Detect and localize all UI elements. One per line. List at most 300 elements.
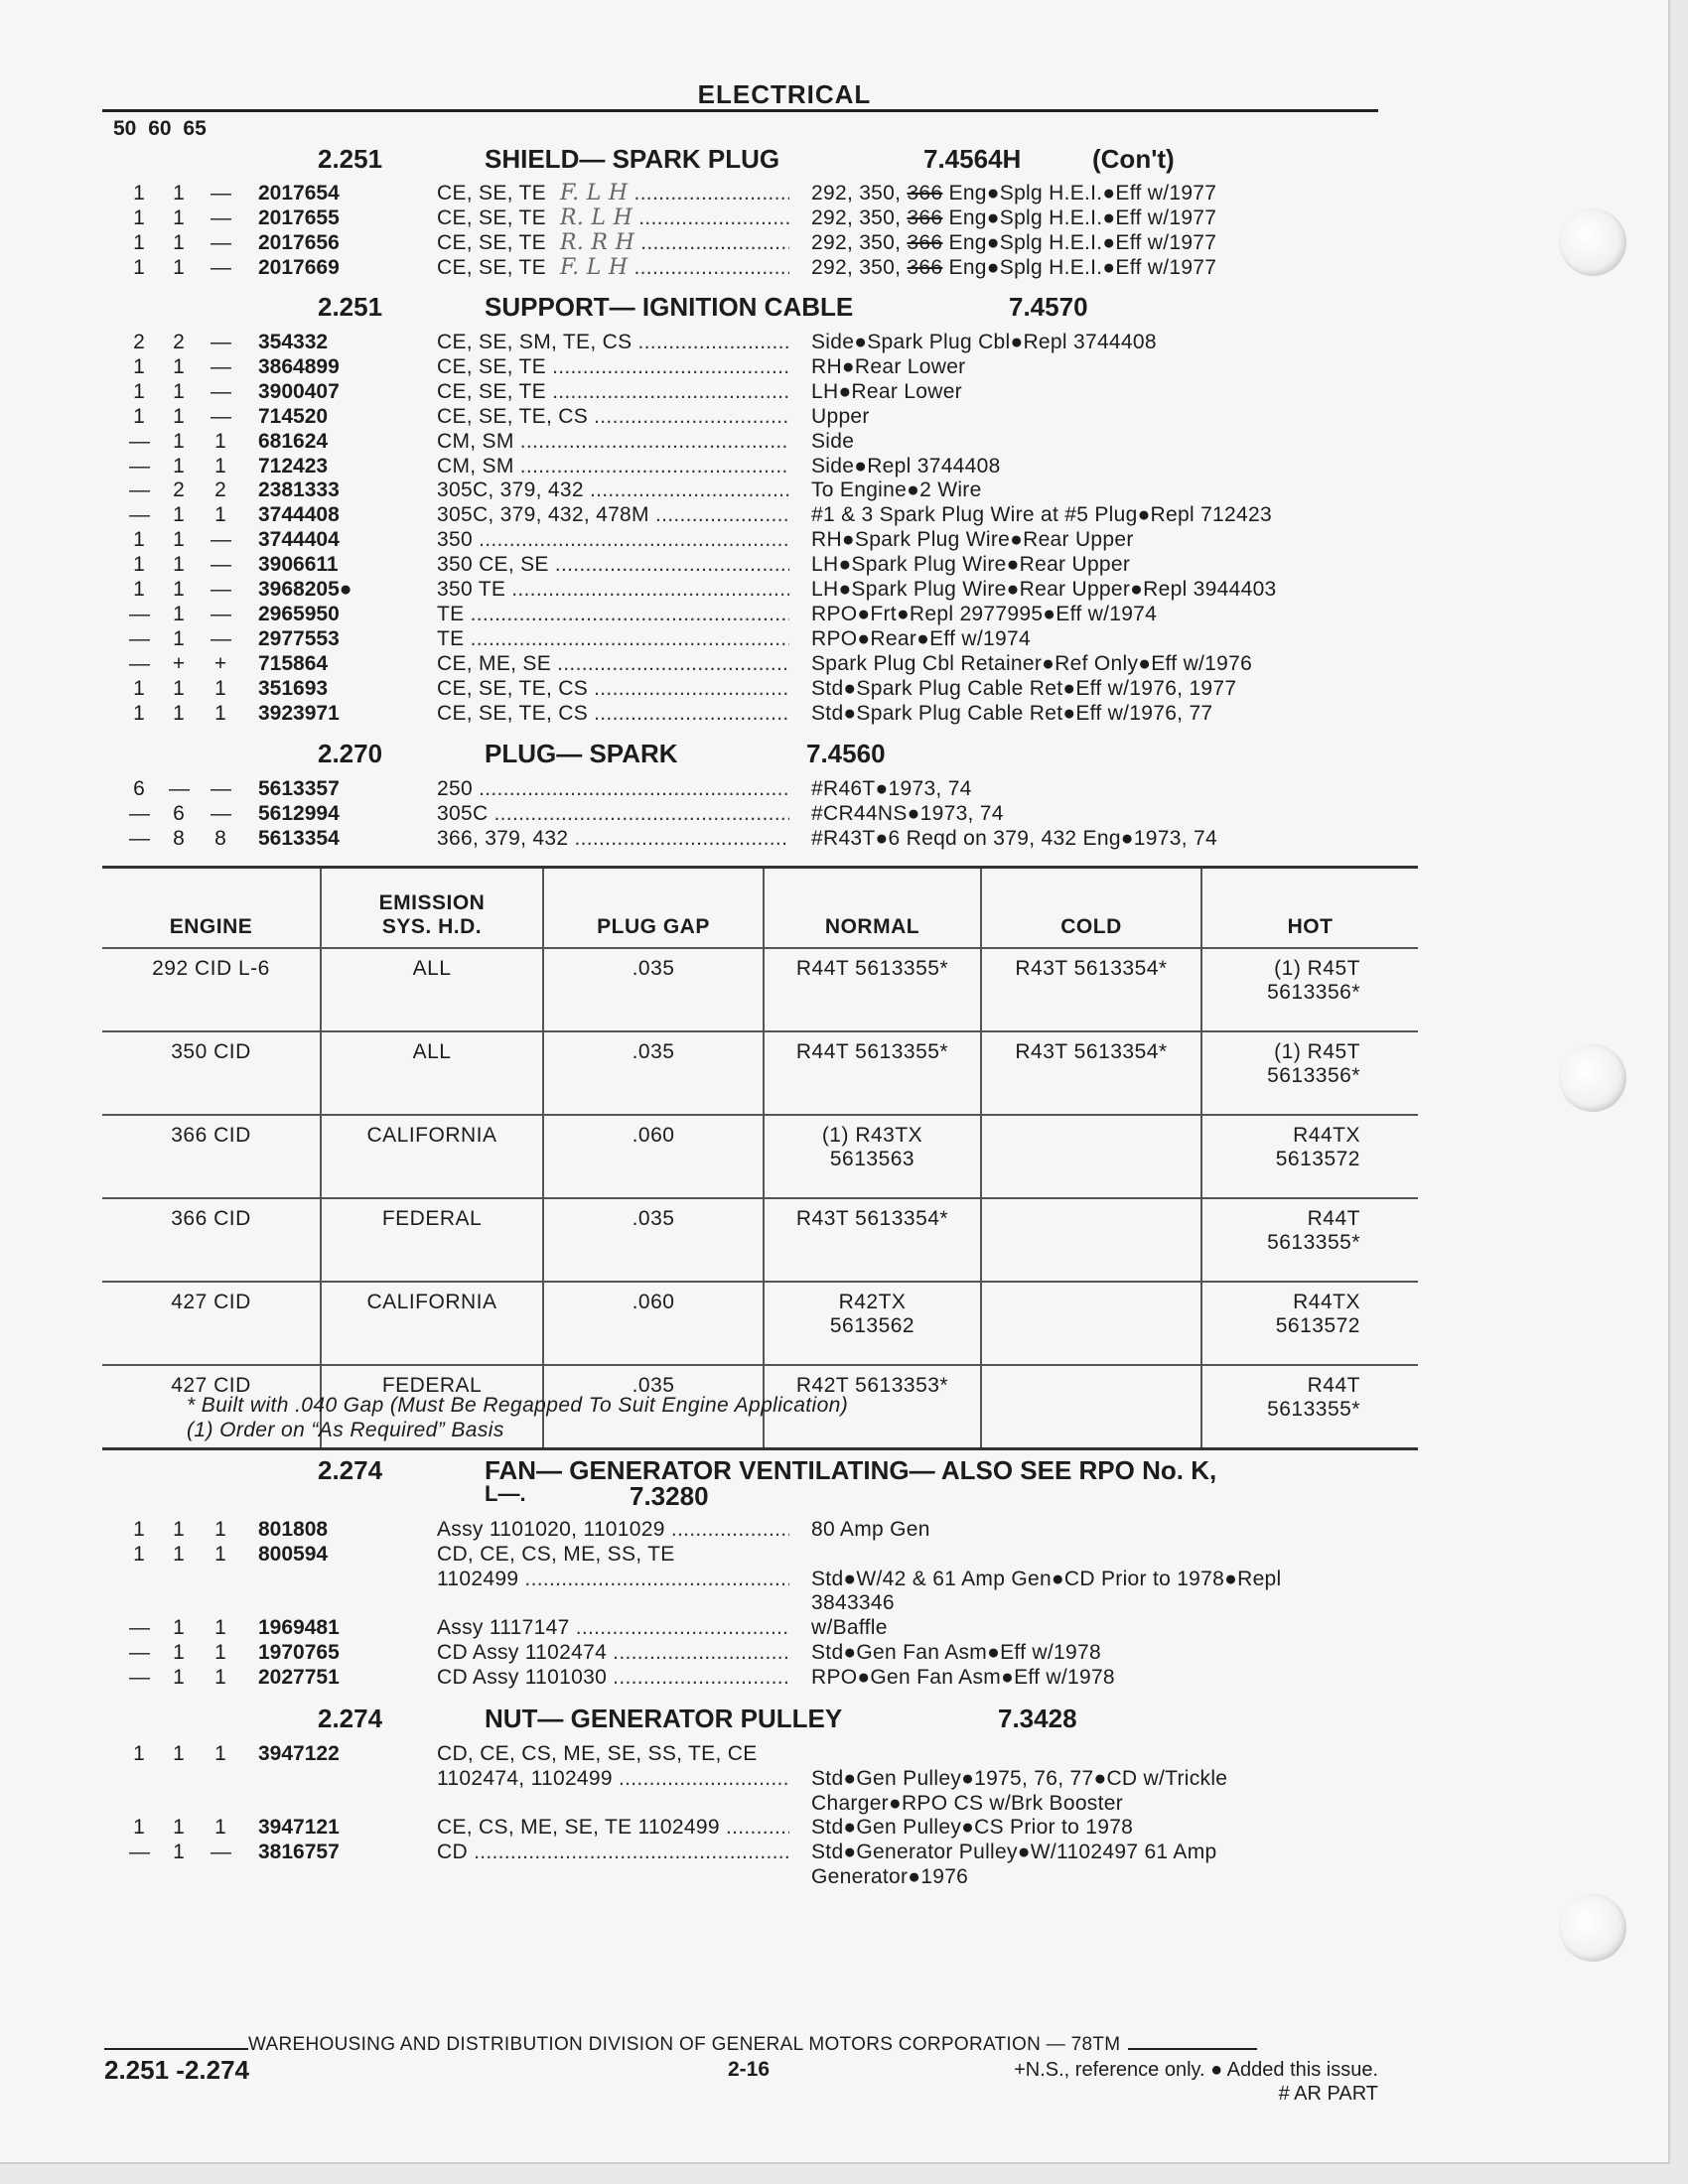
table-row — [102, 1031, 1418, 1115]
cell-normal-line1: (1) R43TX — [821, 1124, 923, 1147]
footer-page-number: 2-16 — [728, 2058, 771, 2081]
cell-plug-gap: .035 — [543, 1031, 764, 1115]
part-number: 3906611 — [258, 553, 339, 577]
qty-60: 1 — [173, 379, 185, 403]
parts-row — [0, 1517, 1668, 1542]
qty-50: 1 — [133, 256, 145, 279]
qty-50: 1 — [133, 676, 145, 700]
description: 3843346 — [811, 1591, 895, 1615]
cell-hot-line2: 5613572 — [1275, 1148, 1360, 1170]
parts-row — [0, 577, 1668, 602]
section-code: 7.4570 — [1009, 292, 1088, 322]
model-text: CD, CE, CS, ME, SE, SS, TE, CE — [437, 1742, 758, 1765]
cell-hot-line1: R44T — [1307, 1374, 1360, 1397]
model-application — [437, 1615, 789, 1640]
header-rule — [102, 109, 1378, 112]
part-number: 2381333 — [258, 478, 340, 502]
qty-60: 1 — [173, 256, 185, 279]
qty-50: — — [129, 454, 150, 478]
qty-60: 1 — [173, 1641, 185, 1664]
qty-60: 1 — [173, 626, 185, 650]
description: RPO●Rear●Eff w/1974 — [811, 626, 1031, 650]
parts-row — [0, 502, 1668, 527]
description: RPO●Frt●Repl 2977995●Eff w/1974 — [811, 602, 1158, 625]
description: Upper — [811, 404, 870, 428]
footer-division — [104, 2032, 1257, 2056]
model-application — [437, 478, 789, 502]
section-number: 2.251 — [318, 292, 383, 322]
part-number: 3744404 — [258, 528, 340, 552]
qty-65: 1 — [214, 1641, 226, 1664]
qty-60: 1 — [173, 1742, 185, 1765]
qty-50: — — [129, 802, 150, 825]
model-application — [437, 230, 789, 255]
parts-row — [0, 1640, 1668, 1665]
part-number: 3947121 — [258, 1816, 340, 1840]
parts-row — [0, 255, 1668, 280]
parts-row — [0, 626, 1668, 651]
qty-50: 1 — [133, 1518, 145, 1541]
parts-row — [0, 1840, 1668, 1864]
model-text: CE, SE, TE, CS — [437, 404, 589, 428]
table-row — [102, 1282, 1418, 1365]
model-application — [437, 429, 789, 454]
qty-60: 1 — [173, 701, 185, 725]
qty-50: 1 — [133, 231, 145, 254]
parts-row — [0, 404, 1668, 429]
qty-65: — — [211, 626, 231, 650]
struck-engine: 366 — [907, 206, 943, 229]
table-row — [102, 1115, 1418, 1198]
parts-row — [0, 1567, 1668, 1591]
model-text: CD Assy 1101030 — [437, 1665, 608, 1689]
cell-emission: CALIFORNIA — [321, 1282, 543, 1365]
col-emission-line2: SYS. H.D. — [381, 915, 483, 938]
parts-row — [0, 379, 1668, 404]
qty-65: 1 — [214, 1616, 226, 1640]
parts-row — [0, 205, 1668, 230]
section-name: SHIELD— SPARK PLUG — [485, 144, 780, 174]
parts-row — [0, 1791, 1668, 1816]
description-text: Eng●Splg H.E.I.●Eff w/1977 — [942, 206, 1217, 229]
qty-60: 1 — [173, 182, 185, 205]
qty-50: — — [129, 602, 150, 625]
model-text: CE, SE, TE — [437, 256, 546, 279]
part-number: 2017655 — [258, 206, 340, 229]
description — [811, 230, 1216, 255]
qty-60: 1 — [173, 676, 185, 700]
description-text: Eng●Splg H.E.I.●Eff w/1977 — [942, 231, 1217, 254]
col-emission-line1: EMISSION — [378, 891, 486, 914]
qty-60: 1 — [173, 404, 185, 428]
model-text: CE, SE, TE — [437, 231, 546, 254]
col-emission — [321, 868, 543, 949]
description: To Engine●2 Wire — [811, 478, 982, 502]
parts-row — [0, 330, 1668, 354]
cell-engine: 350 CID — [102, 1031, 321, 1115]
qty-50: 1 — [133, 354, 145, 378]
model-text: CM, SM — [437, 429, 514, 453]
model-application — [437, 776, 789, 801]
cell-plug-gap: .035 — [543, 948, 764, 1031]
description: RH●Rear Lower — [811, 354, 966, 378]
cell-normal — [764, 1282, 981, 1365]
qty-65: 1 — [214, 454, 226, 478]
cell-cold: R43T 5613354* — [981, 1031, 1201, 1115]
part-number: 5613357 — [258, 777, 340, 800]
model-application — [437, 1815, 789, 1840]
parts-row — [0, 776, 1668, 801]
qty-50: — — [129, 626, 150, 650]
model-application — [437, 404, 789, 429]
handwritten-note: F. L H — [559, 255, 629, 280]
model-application — [437, 354, 789, 379]
cell-hot — [1201, 1198, 1418, 1282]
description: RH●Spark Plug Wire●Rear Upper — [811, 528, 1134, 552]
description: Std●Spark Plug Cable Ret●Eff w/1976, 77 — [811, 701, 1213, 725]
qty-50: 1 — [133, 1542, 145, 1566]
parts-row — [0, 1741, 1668, 1766]
qty-60: 1 — [173, 1616, 185, 1640]
model-application — [437, 1517, 789, 1542]
struck-engine: 366 — [907, 182, 943, 205]
parts-row — [0, 1815, 1668, 1840]
part-number: 800594 — [258, 1542, 329, 1566]
cell-hot-line1: R44TX — [1293, 1124, 1360, 1147]
model-application — [437, 1665, 789, 1690]
part-number: 2017656 — [258, 231, 340, 254]
model-text: 350 — [437, 528, 473, 552]
part-number: 2017669 — [258, 256, 340, 279]
qty-65: + — [213, 651, 227, 675]
model-application — [437, 205, 789, 230]
qty-60: 1 — [173, 354, 185, 378]
qty-50: 1 — [133, 578, 145, 601]
model-application — [437, 1766, 789, 1791]
col-plug-gap: PLUG GAP — [543, 868, 764, 949]
cell-engine: 366 CID — [102, 1115, 321, 1198]
description: Charger●RPO CS w/Brk Booster — [811, 1791, 1124, 1815]
section-code: 7.3280 — [630, 1481, 709, 1511]
cell-normal-line1: R44T 5613355* — [795, 957, 949, 980]
cell-plug-gap: .060 — [543, 1115, 764, 1198]
qty-60: 2 — [173, 331, 185, 353]
table-row — [102, 1198, 1418, 1282]
description: LH●Rear Lower — [811, 379, 962, 403]
qty-50: — — [129, 429, 150, 453]
qty-50: — — [129, 1665, 150, 1689]
description-text: Eng●Splg H.E.I.●Eff w/1977 — [942, 256, 1217, 279]
section-name: FAN— GENERATOR VENTILATING— ALSO SEE RPO No. K, — [485, 1455, 1217, 1485]
model-application — [437, 454, 789, 478]
qty-65: — — [211, 802, 231, 825]
part-number: 3923971 — [258, 701, 340, 725]
qty-60: 1 — [173, 206, 185, 229]
qty-60: 1 — [173, 1841, 185, 1864]
qty-60: 1 — [173, 553, 185, 577]
qty-50: — — [129, 827, 150, 850]
description: Std●W/42 & 61 Amp Gen●CD Prior to 1978●Repl — [811, 1567, 1282, 1590]
part-number: 681624 — [258, 429, 329, 453]
description: Side — [811, 429, 855, 453]
qty-50: 1 — [133, 206, 145, 229]
model-application — [437, 1840, 789, 1864]
model-application — [437, 330, 789, 354]
cell-normal-line2: 5613563 — [829, 1148, 915, 1170]
qty-65: — — [211, 379, 231, 403]
qty-65: 1 — [214, 676, 226, 700]
section-continued: (Con't) — [1092, 144, 1175, 174]
model-text: CE, SE, TE — [437, 206, 546, 229]
description — [811, 181, 1216, 205]
description: Std●Spark Plug Cable Ret●Eff w/1976, 1977 — [811, 676, 1237, 700]
struck-engine: 366 — [907, 256, 943, 279]
section-number: 2.274 — [318, 1704, 383, 1733]
model-application — [437, 502, 789, 527]
qty-50: — — [129, 1641, 150, 1664]
cell-emission: FEDERAL — [321, 1365, 543, 1449]
qty-65: 1 — [214, 1542, 226, 1566]
model-application — [437, 379, 789, 404]
part-number: 2017654 — [258, 182, 340, 205]
parts-row — [0, 181, 1668, 205]
qty-65: — — [211, 231, 231, 254]
footer-legend — [894, 2058, 1378, 2106]
section-name: PLUG— SPARK — [485, 739, 678, 768]
model-application — [437, 577, 789, 602]
part-number: 1970765 — [258, 1641, 340, 1664]
footer-rule-right — [1128, 2032, 1257, 2050]
cell-hot — [1201, 1115, 1418, 1198]
qty-65: 1 — [214, 1816, 226, 1840]
cell-cold — [981, 1282, 1201, 1365]
model-application — [437, 701, 789, 726]
cell-engine: 366 CID — [102, 1198, 321, 1282]
model-text: CE, CS, ME, SE, TE 1102499 — [437, 1816, 720, 1840]
model-application — [437, 527, 789, 552]
qty-65: — — [211, 256, 231, 279]
part-number: 2027751 — [258, 1665, 340, 1689]
model-text: 366, 379, 432 — [437, 827, 569, 850]
qty-65: 1 — [214, 1665, 226, 1689]
qty-50: 1 — [133, 528, 145, 552]
cell-hot-line1: R44TX — [1293, 1291, 1360, 1313]
model-text: 1102499 — [437, 1567, 519, 1590]
section-code: 7.3428 — [998, 1704, 1077, 1733]
cell-cold — [981, 1365, 1201, 1449]
cell-plug-gap: .035 — [543, 1198, 764, 1282]
description — [811, 255, 1216, 280]
qty-60: 1 — [173, 1518, 185, 1541]
cell-hot — [1201, 1365, 1418, 1449]
parts-row — [0, 354, 1668, 379]
cell-engine: 427 CID — [102, 1282, 321, 1365]
description: Spark Plug Cbl Retainer●Ref Only●Eff w/1976 — [811, 651, 1253, 675]
parts-row — [0, 1542, 1668, 1567]
model-years: 50 60 65 — [113, 117, 207, 140]
model-application — [437, 1542, 789, 1567]
col-cold: COLD — [981, 868, 1201, 949]
cell-hot-line1: (1) R45T — [1274, 1040, 1360, 1063]
cell-hot-line1: (1) R45T — [1274, 957, 1360, 980]
cell-engine: 427 CID — [102, 1365, 321, 1449]
qty-65: 1 — [214, 503, 226, 527]
description: #CR44NS●1973, 74 — [811, 802, 1004, 825]
description: w/Baffle — [811, 1616, 888, 1640]
model-text: CD — [437, 1841, 468, 1864]
struck-engine: 366 — [907, 231, 943, 254]
model-application — [437, 626, 789, 651]
binder-hole — [1559, 1894, 1626, 1962]
part-number: 3744408 — [258, 503, 340, 527]
part-number: 354332 — [258, 331, 329, 353]
part-number: 2977553 — [258, 626, 340, 650]
description: Generator●1976 — [811, 1865, 969, 1888]
qty-65: — — [211, 206, 231, 229]
qty-50: 6 — [133, 777, 145, 800]
cell-emission: ALL — [321, 1031, 543, 1115]
description-text: 292, 350, — [811, 256, 908, 279]
model-application — [437, 801, 789, 826]
model-text: CE, SE, TE — [437, 379, 546, 403]
qty-60: — — [169, 777, 190, 800]
parts-row — [0, 602, 1668, 626]
model-text: 305C, 379, 432 — [437, 478, 584, 502]
model-text: 305C — [437, 802, 489, 825]
model-application — [437, 1567, 789, 1591]
parts-row — [0, 826, 1668, 851]
table-note-order: (1) Order on “As Required” Basis — [187, 1419, 504, 1441]
model-application — [437, 552, 789, 577]
qty-65: 1 — [214, 1518, 226, 1541]
cell-normal — [764, 948, 981, 1031]
cell-normal-line1: R44T 5613355* — [795, 1040, 949, 1063]
page-title: ELECTRICAL — [697, 79, 872, 109]
description: #R46T●1973, 74 — [811, 777, 972, 800]
qty-60: 1 — [173, 429, 185, 453]
section-number: 2.274 — [318, 1455, 383, 1485]
footer-rule-left — [104, 2032, 248, 2050]
qty-50: — — [129, 1616, 150, 1640]
qty-60: 1 — [173, 1665, 185, 1689]
description: 80 Amp Gen — [811, 1518, 930, 1541]
part-number: 351693 — [258, 676, 329, 700]
description: LH●Spark Plug Wire●Rear Upper — [811, 553, 1131, 577]
parts-row — [0, 1864, 1668, 1889]
model-application — [437, 181, 789, 205]
qty-60: 1 — [173, 1542, 185, 1566]
part-number: 3816757 — [258, 1841, 340, 1864]
cell-hot — [1201, 1282, 1418, 1365]
part-number: 3968205● — [258, 578, 352, 601]
cell-cold — [981, 1115, 1201, 1198]
qty-50: — — [129, 651, 150, 675]
cell-hot-line2: 5613355* — [1267, 1398, 1360, 1421]
model-text: CE, SE, SM, TE, CS — [437, 331, 633, 353]
cell-cold: R43T 5613354* — [981, 948, 1201, 1031]
cell-hot-line2: 5613356* — [1267, 981, 1360, 1004]
qty-50: 1 — [133, 701, 145, 725]
qty-65: — — [211, 777, 231, 800]
qty-65: 2 — [214, 478, 226, 502]
cell-plug-gap: .035 — [543, 1365, 764, 1449]
description-text: 292, 350, — [811, 231, 908, 254]
section-code: 7.4564H — [923, 144, 1022, 174]
parts-row — [0, 429, 1668, 454]
parts-row — [0, 651, 1668, 676]
qty-60: 1 — [173, 454, 185, 478]
parts-row — [0, 527, 1668, 552]
footer-legend-line2: # AR PART — [1278, 2083, 1378, 2105]
qty-50: 1 — [133, 379, 145, 403]
footer-legend-line1: +N.S., reference only. ● Added this issue. — [1014, 2059, 1378, 2081]
model-application — [437, 651, 789, 676]
parts-row — [0, 478, 1668, 502]
cell-normal — [764, 1198, 981, 1282]
parts-row — [0, 701, 1668, 726]
part-number: 3864899 — [258, 354, 340, 378]
parts-row — [0, 1766, 1668, 1791]
qty-60: 2 — [173, 478, 185, 502]
description: #R43T●6 Reqd on 379, 432 Eng●1973, 74 — [811, 827, 1217, 850]
qty-50: 2 — [133, 331, 145, 353]
model-text: CE, SE, TE, CS — [437, 701, 589, 725]
section-number: 2.270 — [318, 739, 383, 768]
cell-emission: FEDERAL — [321, 1198, 543, 1282]
part-number: 801808 — [258, 1518, 329, 1541]
handwritten-note: R. L H — [559, 205, 633, 230]
section-name-cont: L—. — [485, 1481, 526, 1506]
qty-50: 1 — [133, 553, 145, 577]
qty-60: 1 — [173, 602, 185, 625]
qty-50: 1 — [133, 1816, 145, 1840]
qty-50: — — [129, 503, 150, 527]
model-text: CE, SE, TE — [437, 182, 546, 205]
qty-50: 1 — [133, 1742, 145, 1765]
cell-normal — [764, 1031, 981, 1115]
col-normal: NORMAL — [764, 868, 981, 949]
model-text: 350 TE — [437, 578, 506, 601]
part-number: 5612994 — [258, 802, 340, 825]
cell-cold — [981, 1198, 1201, 1282]
description: #1 & 3 Spark Plug Wire at #5 Plug●Repl 712423 — [811, 503, 1272, 527]
description: Std●Generator Pulley●W/1102497 61 Amp — [811, 1841, 1217, 1864]
handwritten-note: F. L H — [559, 181, 629, 205]
model-application — [437, 602, 789, 626]
qty-60: 8 — [173, 827, 185, 850]
description: Std●Gen Pulley●CS Prior to 1978 — [811, 1816, 1134, 1840]
qty-60: 1 — [173, 528, 185, 552]
qty-60: 1 — [173, 231, 185, 254]
part-number: 2965950 — [258, 602, 340, 625]
qty-60: 1 — [173, 1816, 185, 1840]
parts-row — [0, 454, 1668, 478]
model-text: 305C, 379, 432, 478M — [437, 503, 649, 527]
description: Side●Repl 3744408 — [811, 454, 1001, 478]
cell-engine: 292 CID L-6 — [102, 948, 321, 1031]
description: Std●Gen Pulley●1975, 76, 77●CD w/Trickle — [811, 1766, 1228, 1790]
model-application — [437, 1741, 789, 1766]
cell-hot-line1: R44T — [1307, 1207, 1360, 1230]
qty-65: 1 — [214, 429, 226, 453]
qty-60: 1 — [173, 578, 185, 601]
cell-normal-line1: R42T 5613353* — [795, 1374, 949, 1397]
qty-65: — — [211, 354, 231, 378]
model-text: Assy 1117147 — [437, 1616, 570, 1640]
model-text: CD, CE, CS, ME, SS, TE — [437, 1542, 675, 1566]
description: LH●Spark Plug Wire●Rear Upper●Repl 3944403 — [811, 578, 1277, 601]
cell-emission: ALL — [321, 948, 543, 1031]
